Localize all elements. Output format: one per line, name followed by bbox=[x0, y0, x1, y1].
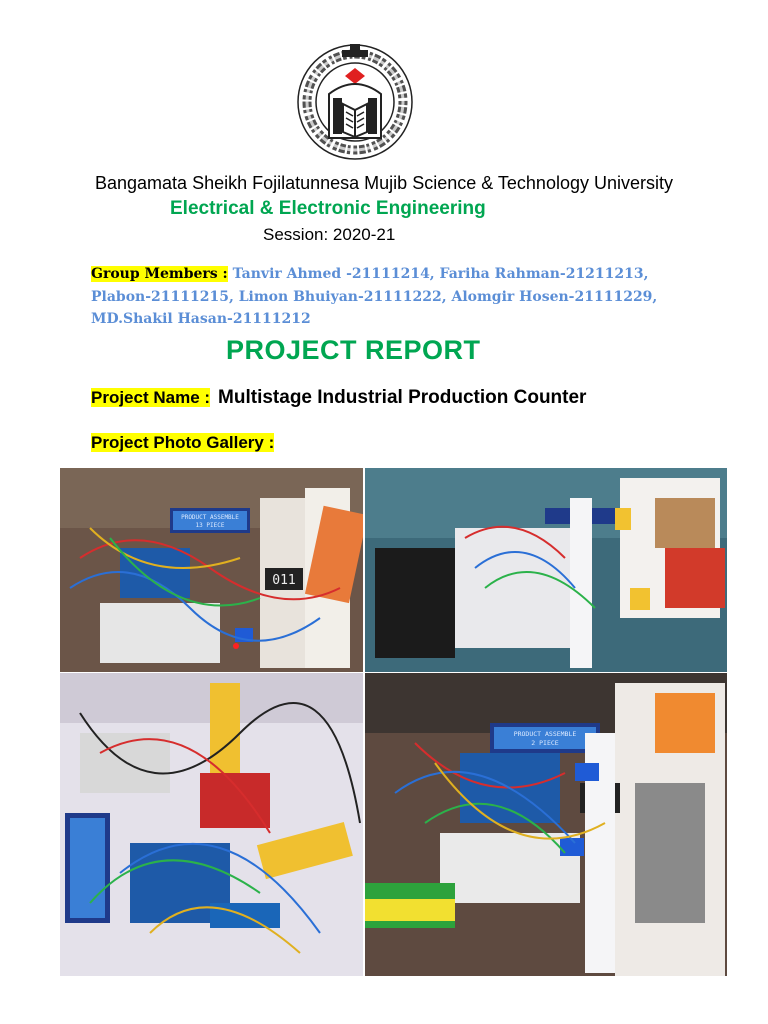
project-name-label: Project Name : bbox=[91, 388, 211, 407]
members-line-1: Tanvir Ahmed -21111214, Fariha Rahman-21211213, bbox=[227, 266, 649, 282]
group-members-label: Group Members : bbox=[91, 266, 228, 282]
members-line-3: MD.Shakil Hasan-21111212 bbox=[91, 311, 311, 327]
university-name: Bangamata Sheikh Fojilatunnesa Mujib Science & Technology University bbox=[95, 173, 673, 193]
gallery-photo-2 bbox=[365, 468, 727, 672]
gallery-label: Project Photo Gallery : bbox=[91, 433, 275, 452]
session-label: Session: 2020-21 bbox=[263, 225, 396, 244]
svg-text:011: 011 bbox=[272, 573, 296, 588]
university-logo-icon bbox=[295, 40, 415, 165]
lcd-line-2: 13 PIECE bbox=[195, 522, 225, 529]
gallery-photo-4 bbox=[365, 673, 727, 976]
project-name-value: Multistage Industrial Production Counter bbox=[218, 387, 587, 408]
lcd-line-1: PRODUCT ASSEMBLE bbox=[181, 514, 239, 521]
project-name-row bbox=[91, 386, 586, 410]
lcd-line-2: 2 PIECE bbox=[531, 739, 559, 747]
gallery-photo-3 bbox=[60, 673, 363, 976]
group-members bbox=[91, 263, 691, 331]
report-title: PROJECT REPORT bbox=[226, 335, 481, 365]
gallery-photo-1 bbox=[60, 468, 363, 672]
members-line-2: Plabon-21111215, Limon Bhuiyan-21111222, Alomgir Hosen-21111229, bbox=[91, 288, 658, 305]
photo-gallery bbox=[60, 468, 727, 976]
department-name: Electrical & Electronic Engineering bbox=[170, 198, 486, 219]
gallery-label-row bbox=[91, 431, 274, 455]
lcd-line-1: PRODUCT ASSEMBLE bbox=[513, 730, 577, 738]
